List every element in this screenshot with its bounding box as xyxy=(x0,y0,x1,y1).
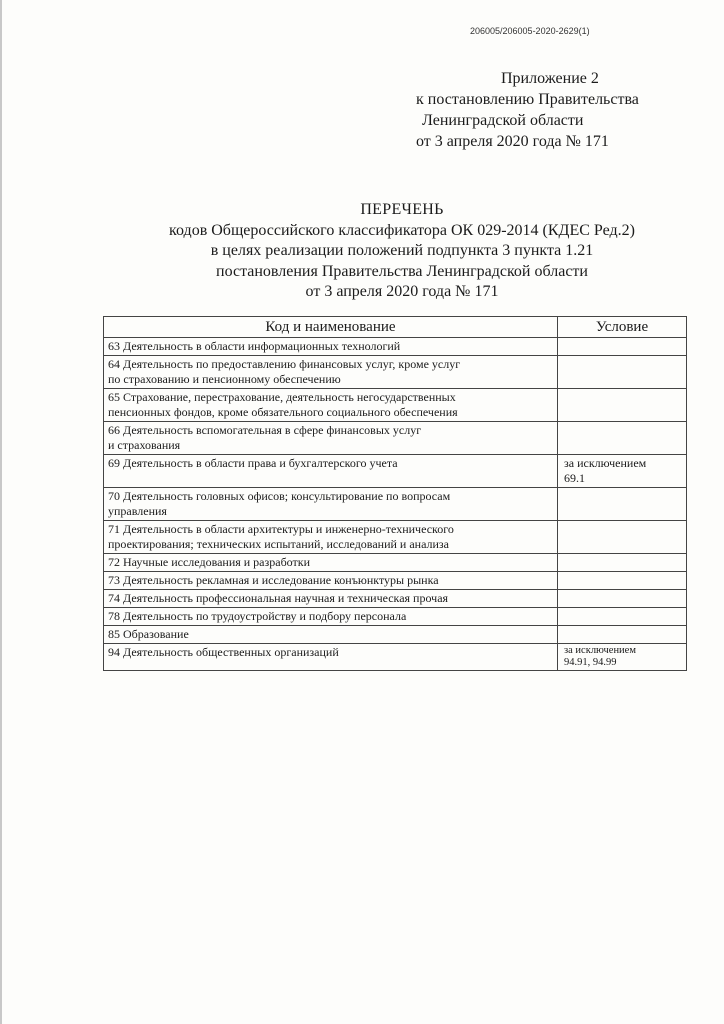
table-row xyxy=(104,554,687,572)
code-name-line: 73 Деятельность рекламная и исследование конъюнктуры рынка xyxy=(108,573,439,587)
appendix-line: к постановлению Правительства xyxy=(416,91,639,108)
condition-cell xyxy=(558,338,687,356)
code-name-line: 85 Образование xyxy=(108,627,189,641)
condition-cell xyxy=(558,488,687,521)
code-name-cell xyxy=(104,521,558,554)
code-name-cell xyxy=(104,488,558,521)
condition-cell xyxy=(558,572,687,590)
heading-line: от 3 апреля 2020 года № 171 xyxy=(305,283,499,300)
table-row xyxy=(104,644,687,671)
condition-cell xyxy=(558,626,687,644)
code-name-line: 94 Деятельность общественных организаций xyxy=(108,645,339,659)
code-name-cell xyxy=(104,626,558,644)
code-name-line: 66 Деятельность вспомогательная в сфере финансовых услуг xyxy=(108,423,422,437)
table-row xyxy=(104,422,687,455)
code-name-line: 72 Научные исследования и разработки xyxy=(108,555,311,569)
condition-cell xyxy=(558,590,687,608)
code-name-line: 70 Деятельность головных офисов; консультирование по вопросам xyxy=(108,489,451,503)
code-name-cell xyxy=(104,356,558,389)
code-name-line: проектирования; технических испытаний, исследований и анализа xyxy=(108,537,449,551)
code-name-cell xyxy=(104,389,558,422)
condition-cell xyxy=(558,608,687,626)
scan-edge xyxy=(0,0,2,1024)
table-row xyxy=(104,590,687,608)
code-name-line: 69 Деятельность в области права и бухгалтерского учета xyxy=(108,456,398,470)
appendix-line: Приложение 2 xyxy=(501,70,599,87)
code-name-cell xyxy=(104,422,558,455)
table-row xyxy=(104,572,687,590)
condition-cell xyxy=(558,422,687,455)
table-row xyxy=(104,521,687,554)
code-name-line: управления xyxy=(108,504,167,518)
appendix-line: от 3 апреля 2020 года № 171 xyxy=(416,133,609,150)
code-name-cell xyxy=(104,608,558,626)
condition-line: за исключением xyxy=(564,456,647,470)
heading-line: постановления Правительства Ленинградской области xyxy=(216,262,588,280)
code-name-cell xyxy=(104,572,558,590)
code-name-line: по страхованию и пенсионному обеспечению xyxy=(108,372,341,386)
heading-block xyxy=(100,200,704,303)
condition-line: за исключением xyxy=(564,645,636,656)
codes-table xyxy=(103,316,687,671)
table-row xyxy=(104,389,687,422)
page-title: ПЕРЕЧЕНЬ xyxy=(360,201,444,218)
condition-cell xyxy=(558,554,687,572)
table-row xyxy=(104,626,687,644)
code-name-line: пенсионных фондов, кроме обязательного социального обеспечения xyxy=(108,405,458,419)
appendix-block xyxy=(414,68,694,152)
code-name-cell xyxy=(104,338,558,356)
condition-cell xyxy=(558,356,687,389)
condition-cell xyxy=(558,389,687,422)
condition-line: 69.1 xyxy=(564,471,585,485)
condition-cell xyxy=(558,521,687,554)
table-row xyxy=(104,455,687,488)
code-name-line: 65 Страхование, перестрахование, деятельность негосударственных xyxy=(108,390,456,404)
code-name-cell xyxy=(104,455,558,488)
table-row xyxy=(104,608,687,626)
code-name-cell xyxy=(104,554,558,572)
appendix-line: Ленинградской области xyxy=(422,112,584,129)
code-name-line: 63 Деятельность в области информационных технологий xyxy=(108,339,401,353)
condition-cell xyxy=(558,644,687,671)
document-ref-number: 206005/206005-2020-2629(1) xyxy=(470,26,590,36)
table-row xyxy=(104,488,687,521)
heading-line: в целях реализации положений подпункта 3 пункта 1.21 xyxy=(210,242,594,259)
code-name-line: и страхования xyxy=(108,438,181,452)
code-name-cell xyxy=(104,644,558,671)
condition-line: 94.91, 94.99 xyxy=(564,657,617,668)
table-header-row xyxy=(104,317,687,338)
table-body xyxy=(104,338,687,671)
code-name-line: 64 Деятельность по предоставлению финансовых услуг, кроме услуг xyxy=(108,357,461,371)
table-row xyxy=(104,356,687,389)
column-header-condition: Условие xyxy=(558,317,687,338)
code-name-line: 78 Деятельность по трудоустройству и подбору персонала xyxy=(108,609,407,623)
condition-cell xyxy=(558,455,687,488)
code-name-cell xyxy=(104,590,558,608)
table-row xyxy=(104,338,687,356)
code-name-line: 74 Деятельность профессиональная научная и техническая прочая xyxy=(108,591,449,605)
code-name-line: 71 Деятельность в области архитектуры и инженерно-технического xyxy=(108,522,454,536)
column-header-name: Код и наименование xyxy=(104,317,558,338)
heading-line: кодов Общероссийского классификатора ОК 029-2014 (КДЕС Ред.2) xyxy=(169,221,635,239)
